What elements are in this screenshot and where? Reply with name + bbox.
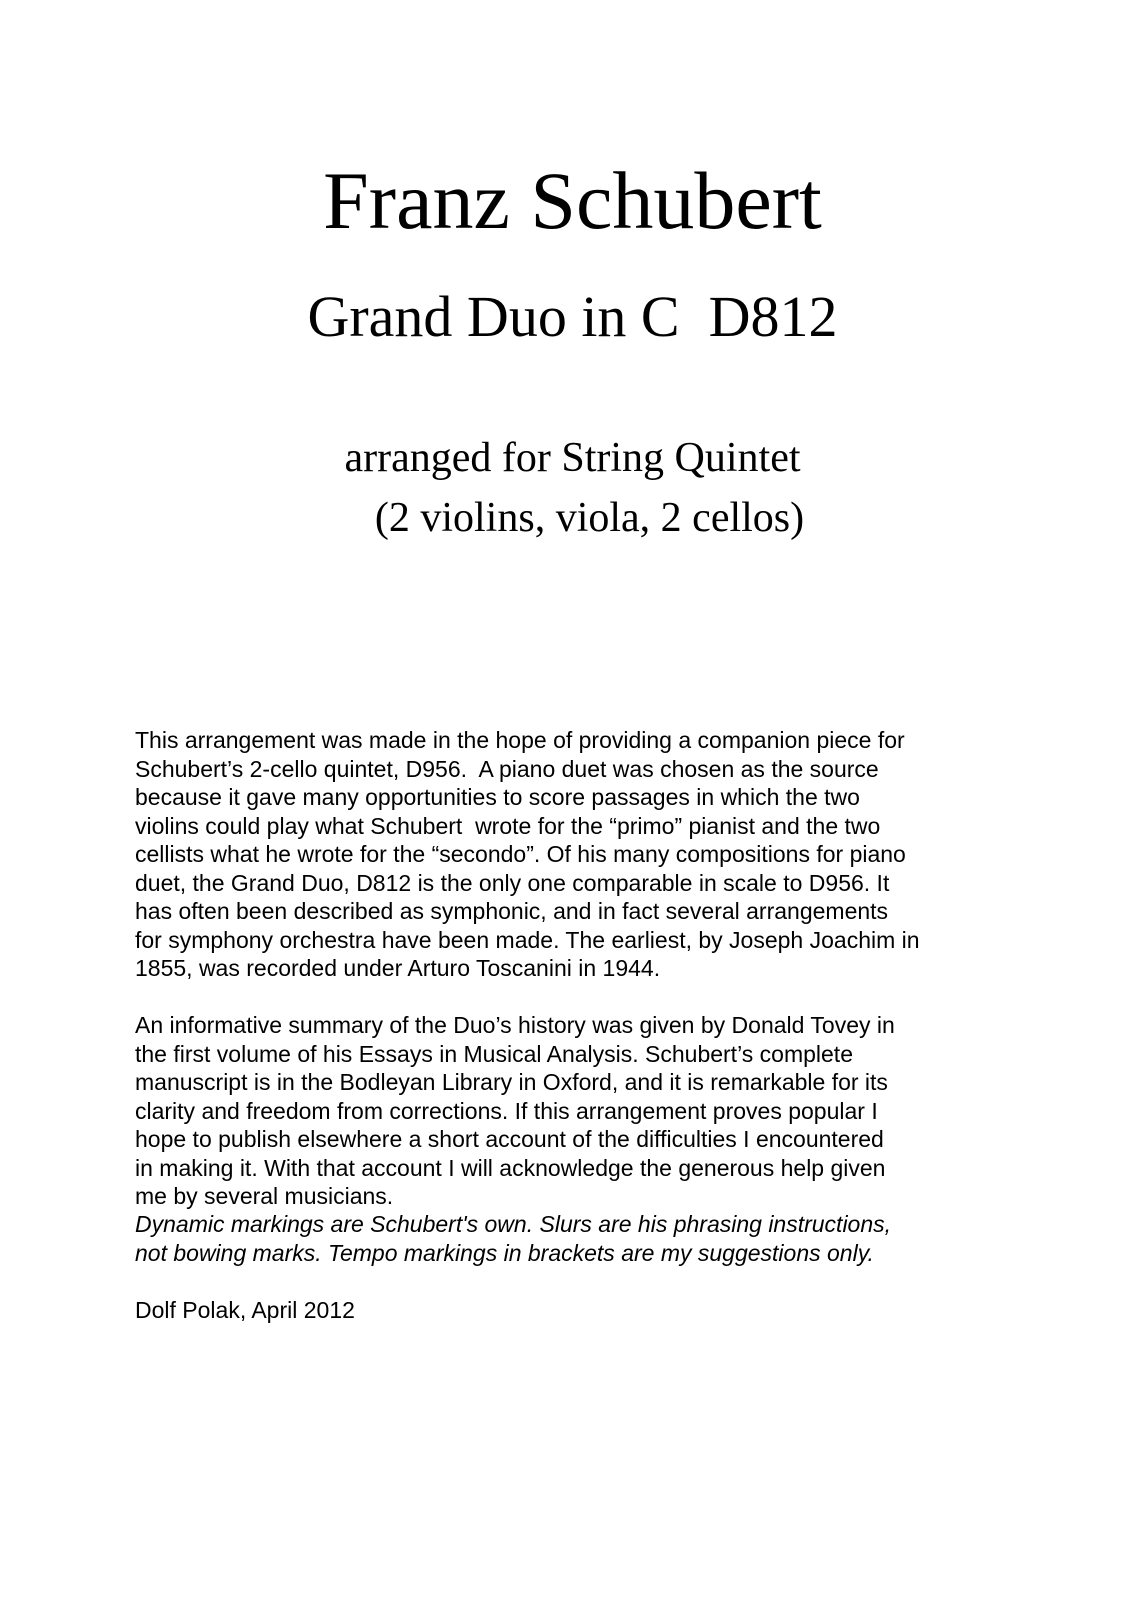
- paragraph-line: cellists what he wrote for the “secondo”. Of his many compositions for piano: [135, 841, 906, 867]
- editorial-note: [135, 1210, 995, 1267]
- paragraph-line: Schubert’s 2-cello quintet, D956. A piano duet was chosen as the source: [135, 755, 879, 782]
- instrumentation-subtitle: (2 violins, viola, 2 cellos): [374, 495, 805, 541]
- signature: Dolf Polak, April 2012: [135, 1297, 355, 1323]
- paragraph-line: hope to publish elsewhere a short account of the difficulties I encountered: [135, 1126, 884, 1152]
- paragraph-line: clarity and freedom from corrections. If this arrangement proves popular I: [135, 1097, 878, 1124]
- paragraph-line: me by several musicians.: [135, 1183, 394, 1209]
- paragraph-line: This arrangement was made in the hope of providing a companion piece for: [135, 727, 905, 753]
- composer-title: Franz Schubert: [323, 155, 822, 246]
- history-paragraph: [135, 1011, 995, 1211]
- arrangement-subtitle: arranged for String Quintet: [344, 435, 801, 481]
- paragraph-line: duet, the Grand Duo, D812 is the only one comparable in scale to D956. It: [135, 869, 890, 896]
- paragraph-line: in making it. With that account I will acknowledge the generous help given: [135, 1154, 886, 1181]
- work-title: Grand Duo in C D812: [307, 284, 838, 349]
- paragraph-line: because it gave many opportunities to score passages in which the two: [135, 784, 860, 810]
- paragraph-line: violins could play what Schubert wrote for the “primo” pianist and the two: [135, 812, 881, 839]
- paragraph-line: for symphony orchestra have been made. The earliest, by Joseph Joachim in: [135, 926, 920, 953]
- note-line: Dynamic markings are Schubert's own. Slurs are his phrasing instructions,: [135, 1211, 892, 1237]
- intro-paragraph: [135, 726, 995, 983]
- note-line: not bowing marks. Tempo markings in brackets are my suggestions only.: [135, 1239, 874, 1266]
- paragraph-line: has often been described as symphonic, and in fact several arrangements: [135, 898, 889, 924]
- paragraph-line: manuscript is in the Bodleyan Library in Oxford, and it is remarkable for its: [135, 1069, 888, 1095]
- paragraph-line: the first volume of his Essays in Musical Analysis. Schubert’s complete: [135, 1040, 853, 1067]
- paragraph-line: An informative summary of the Duo’s history was given by Donald Tovey in: [135, 1012, 895, 1038]
- paragraph-line: 1855, was recorded under Arturo Toscanini in 1944.: [135, 955, 661, 981]
